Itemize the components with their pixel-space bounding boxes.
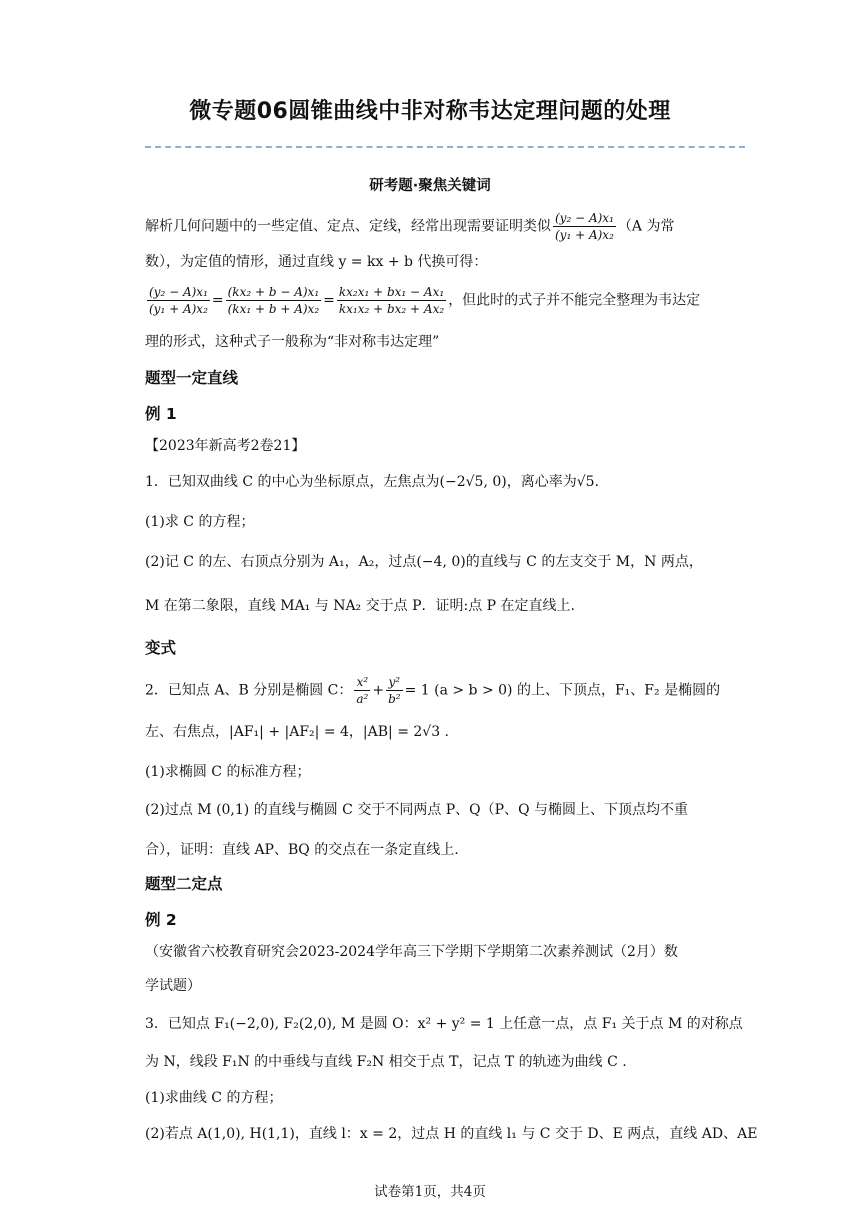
question-2-part-2-cont: 合），证明：直线 AP、BQ 的交点在一条定直线上. [145,842,459,858]
formula-fraction-1 [147,284,210,317]
question-3-cont: 为 N，线段 F₁N 的中垂线与直线 F₂N 相交于点 T，记点 T 的轨迹为曲线 C . [145,1054,627,1070]
section-subtitle: 研考题·聚焦关键词 [369,178,491,194]
question-3: 3．已知点 F₁(−2,0), F₂(2,0), M 是圆 O：x² + y² = 1 上任意一点，点 F₁ 关于点 M 的对称点 [145,1016,743,1032]
fraction-denominator: b² [388,692,401,706]
eccentricity-value: √5 [576,474,595,490]
intro-text: （A 为常 [617,218,675,235]
question-text: = 1 (a > b > 0) 的上、下顶点，F₁、F₂ 是椭圆的 [404,682,721,699]
section-heading-point: 题型二定点 [145,875,223,893]
example-1-source: 【2023年新高考2卷21】 [145,438,306,454]
formula-fraction-2 [226,284,322,317]
focus-point: (−2√5, 0) [439,474,507,490]
fraction-denominator: kx₁x₂ + bx₂ + Ax₂ [338,302,445,316]
ellipse-y-term [386,674,403,707]
ratio-fraction [553,210,616,243]
fraction-numerator: (kx₂ + b − A)x₁ [227,285,320,299]
intro-line-2: 数），为定值的情形，通过直线 y = kx + b 代换可得： [145,254,488,270]
question-3-part-2: (2)若点 A(1,0), H(1,1)，直线 l：x = 2，过点 H 的直线 l₁ 与 C 交于 D、E 两点，直线 AD、AE [145,1126,758,1142]
question-1 [145,472,599,492]
question-2-cont: 左、右焦点，|AF₁| + |AF₂| = 4，|AB| = 2√3 . [145,724,450,740]
question-text: 2．已知点 A、B 分别是椭圆 C： [145,682,353,699]
fraction-denominator: (y₁ + A)x₂ [149,302,208,316]
section-heading-line: 题型一定直线 [145,369,239,387]
question-text: ，离心率为 [506,474,577,490]
fraction-numerator: (y₂ − A)x₁ [149,285,208,299]
question-text: 1．已知双曲线 C 的中心为坐标原点，左焦点为 [145,474,440,490]
intro-text: ，但此时的式子并不能完全整理为韦达定 [448,292,701,309]
point-coordinate: (−4, 0) [416,554,466,570]
intro-line-4: 理的形式，这种式子一般称为“非对称韦达定理” [145,334,440,350]
question-1-part-2-cont: M 在第二象限，直线 MA₁ 与 NA₂ 交于点 P．证明:点 P 在定直线上. [145,598,575,614]
example-2-source: （安徽省六校教育研究会2023-2024学年高三下学期下学期第二次素养测试（2月）数 [145,944,678,960]
dashed-divider [145,146,745,148]
formula-fraction-3 [337,284,446,317]
fraction-denominator: (kx₁ + b + A)x₂ [227,302,320,316]
example-2-heading: 例 2 [145,911,177,929]
question-3-part-1: (1)求曲线 C 的方程； [145,1090,283,1106]
variant-heading: 变式 [145,639,177,657]
fraction-numerator: (y₂ − A)x₁ [555,211,614,225]
fraction-numerator: x² [354,674,370,691]
intro-text: 解析几何问题中的一些定值、定点、定线，经常出现需要证明类似 [145,218,551,235]
question-text: 的直线与 C 的左支交于 M，N 两点， [465,554,703,570]
question-1-part-2 [145,552,703,572]
intro-formula-line: $\frac{\text{(y₂ − A)x₁}}{\text{(y₁ + A)x₂}}$ = $\frac{\text{(kx₂ + b − A)x₁}}{\text{(kx₁ + b + A)x₂}}$ = $\frac{\text{kx₂x₁ + bx₁ − Ax₁}}{\text{kx₁x₂ + bx₂ + Ax₂}}$ ，但此时的式子并不能完全整理为韦达定 [149,285,701,316]
question-2-part-2: (2)过点 M (0,1) 的直线与椭圆 C 交于不同两点 P、Q（P、Q 与椭圆上、下顶点均不重 [145,802,689,818]
question-text: (2)记 C 的左、右顶点分别为 A₁，A₂，过点 [145,554,417,570]
intro-line-1 [145,210,674,243]
fraction-numerator: kx₂x₁ + bx₁ − Ax₁ [338,285,445,299]
fraction-numerator: y² [386,674,403,691]
example-2-source-cont: 学试题） [145,978,201,994]
question-1-part-1: (1)求 C 的方程； [145,514,255,530]
page-footer: 试卷第1页，共4页 [374,1184,486,1200]
question-text: . [594,474,600,490]
fraction-denominator: (y₁ + A)x₂ [555,228,614,242]
question-2: 2．已知点 A、B 分别是椭圆 C： $\frac{\text{x²}}{\text{a²}}$ + $\frac{\text{y²}}{\text{b²}}$ = 1 (a > b > 0) 的上、下顶点，F₁、F₂ 是椭圆的 [145,675,721,706]
page-title: 微专题06圆锥曲线中非对称韦达定理问题的处理 [189,99,671,124]
example-1-heading: 例 1 [145,405,177,423]
fraction-denominator: a² [356,692,369,706]
ellipse-x-term [354,674,370,707]
question-2-part-1: (1)求椭圆 C 的标准方程； [145,764,311,780]
